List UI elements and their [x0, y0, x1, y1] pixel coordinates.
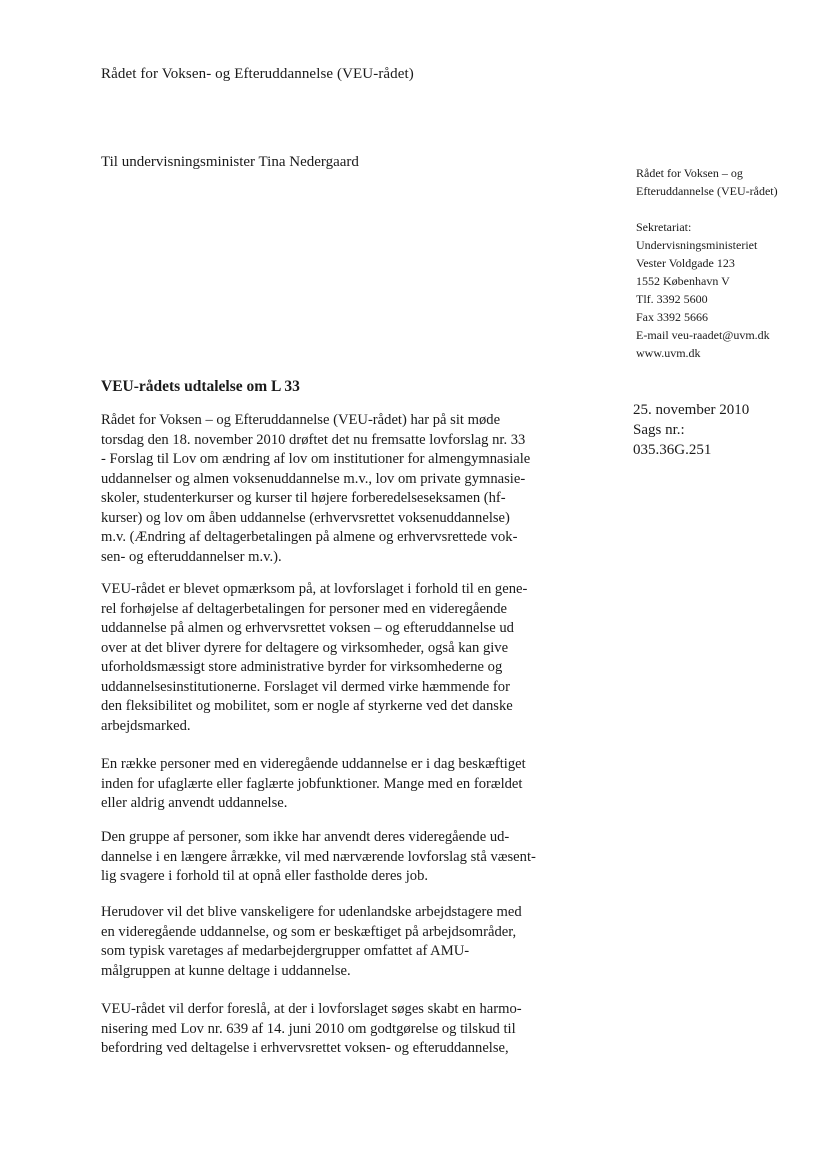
case-number-label: Sags nr.:: [633, 422, 685, 438]
sidebar-line: Fax 3392 5666: [636, 310, 708, 324]
text-line: arbejdsmarked.: [101, 717, 191, 734]
text-line: sen- og efteruddannelser m.v.).: [101, 548, 282, 565]
text-line: Herudover vil det blive vanskeligere for udenlandske arbejdstagere med: [101, 904, 522, 920]
text-line: uddannelse på almen og erhvervsrettet voksen – og efteruddannelse ud: [101, 620, 514, 636]
text-line: befordring ved deltagelse i erhvervsrettet voksen- og efteruddannelse,: [101, 1040, 509, 1056]
letter-date: 25. november 2010: [633, 402, 750, 418]
paragraph: [101, 755, 581, 814]
sidebar-line: Efteruddannelse (VEU-rådet): [636, 184, 778, 198]
text-line: målgruppen at kunne deltage i uddannelse.: [101, 962, 351, 979]
text-line: en videregående uddannelse, og som er beskæftiget på arbejdsområder,: [101, 923, 517, 940]
sidebar-email: E-mail veu-raadet@uvm.dk: [636, 328, 770, 342]
text-line: rel forhøjelse af deltagerbetalingen for personer med en videregående: [101, 600, 507, 617]
text-line: inden for ufaglærte eller faglærte jobfunktioner. Mange med en forældet: [101, 775, 523, 792]
sidebar-website: www.uvm.dk: [636, 346, 701, 360]
text-line: Rådet for Voksen – og Efteruddannelse (VEU-rådet) har på sit møde: [101, 412, 501, 428]
sidebar-spacer: [636, 200, 816, 218]
paragraph: [101, 411, 581, 567]
text-line: eller aldrig anvendt uddannelse.: [101, 795, 288, 811]
text-line: lig svagere i forhold til at opnå eller fastholde deres job.: [101, 868, 429, 884]
sender-organization: Rådet for Voksen- og Efteruddannelse (VEU-rådet): [101, 66, 414, 82]
paragraph: [101, 1000, 581, 1059]
sidebar-line: Sekretariat:: [636, 220, 692, 234]
paragraph: [101, 828, 581, 887]
text-line: som typisk varetages af medarbejdergrupper omfattet af AMU-: [101, 943, 470, 959]
sidebar-line: Vester Voldgade 123: [636, 256, 735, 270]
sidebar-line: Tlf. 3392 5600: [636, 292, 708, 306]
sidebar-line: Undervisningsministeriet: [636, 238, 758, 252]
text-line: - Forslag til Lov om ændring af lov om institutioner for almengymnasiale: [101, 451, 531, 467]
sender-address-block: [636, 164, 816, 362]
text-line: uforholdsmæssigt store administrative byrder for virksomhederne og: [101, 659, 503, 675]
paragraph: [101, 580, 581, 736]
text-line: VEU-rådet er blevet opmærksom på, at lovforslaget i forhold til en gene-: [101, 581, 528, 597]
text-line: kurser) og lov om åben uddannelse (erhvervsrettet voksenuddannelse): [101, 509, 510, 526]
case-number: 035.36G.251: [633, 442, 712, 458]
sidebar-line: 1552 København V: [636, 274, 730, 288]
text-line: Den gruppe af personer, som ikke har anvendt deres videregående ud-: [101, 829, 510, 845]
letter-title: VEU-rådets udtalelse om L 33: [101, 378, 300, 395]
text-line: skoler, studenterkurser og kurser til højere forberedelseseksamen (hf-: [101, 490, 506, 506]
sidebar-line: Rådet for Voksen – og: [636, 166, 743, 180]
text-line: torsdag den 18. november 2010 drøftet det nu fremsatte lovforslag nr. 33: [101, 431, 526, 448]
text-line: den fleksibilitet og mobilitet, som er nogle af styrkerne ved det danske: [101, 698, 513, 714]
letter-meta: [633, 400, 749, 460]
paragraph: [101, 903, 581, 981]
text-line: En række personer med en videregående uddannelse er i dag beskæftiget: [101, 756, 526, 772]
text-line: dannelse i en længere årrække, vil med nærværende lovforslag stå væsent-: [101, 848, 536, 865]
recipient-line: Til undervisningsminister Tina Nedergaard: [101, 154, 359, 170]
text-line: uddannelser og almen voksenuddannelse m.v., lov om private gymnasie-: [101, 470, 526, 487]
text-line: VEU-rådet vil derfor foreslå, at der i lovforslaget søges skabt en harmo-: [101, 1001, 522, 1017]
text-line: over at det bliver dyrere for deltagere og virksomheder, også kan give: [101, 639, 509, 656]
text-line: nisering med Lov nr. 639 af 14. juni 2010 om godtgørelse og tilskud til: [101, 1020, 516, 1037]
text-line: uddannelsesinstitutionerne. Forslaget vil dermed virke hæmmende for: [101, 678, 510, 695]
text-line: m.v. (Ændring af deltagerbetalingen på almene og erhvervsrettede vok-: [101, 529, 518, 545]
